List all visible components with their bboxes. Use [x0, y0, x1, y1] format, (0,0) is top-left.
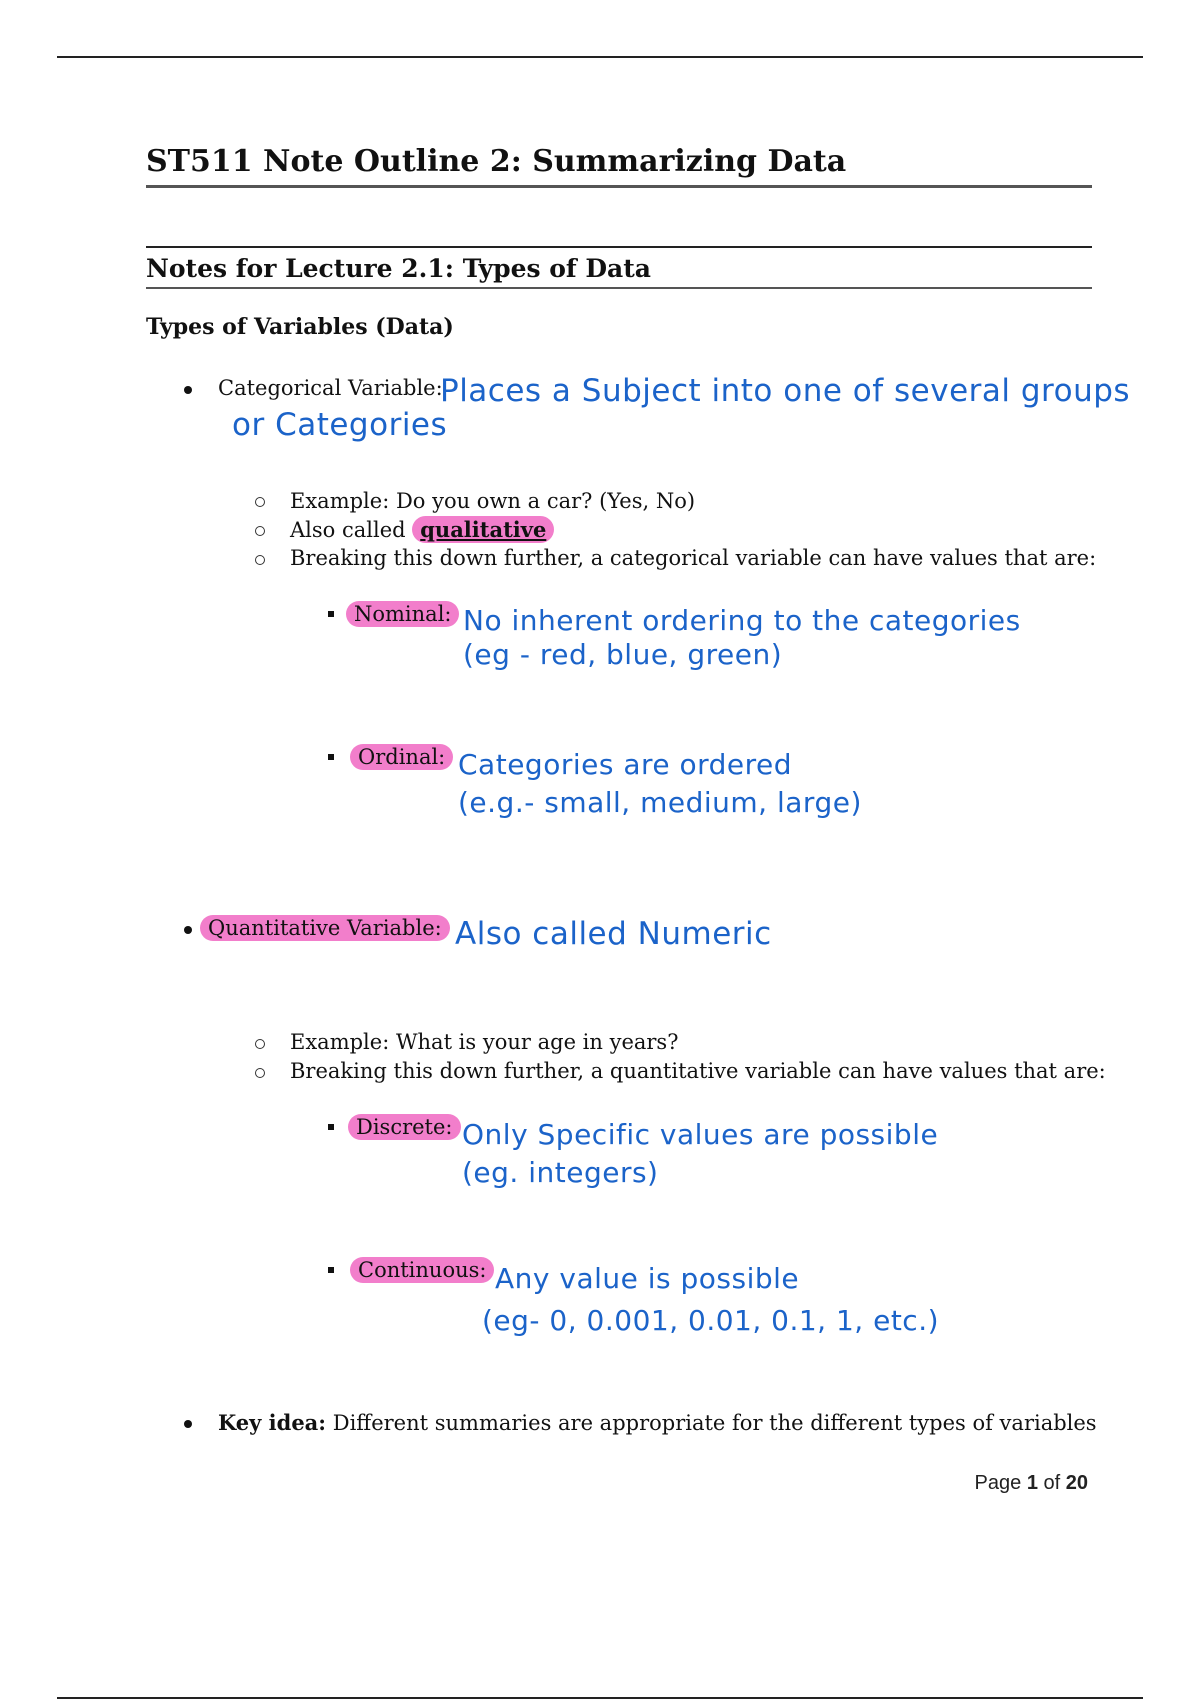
continuous-label — [350, 1258, 494, 1282]
key-idea-text: Different summaries are appropriate for the different types of variables — [332, 1411, 1097, 1435]
discrete-label — [348, 1115, 461, 1139]
of-word: of — [1043, 1472, 1061, 1494]
lecture-title: Notes for Lecture 2.1: Types of Data — [146, 246, 1092, 289]
section-heading: Types of Variables (Data) — [146, 314, 454, 340]
quantitative-handwritten: Also called Numeric — [455, 916, 772, 952]
quantitative-breaking-down: Breaking this down further, a quantitative variable can have values that are: — [290, 1059, 1106, 1083]
bullet-square-icon — [328, 1267, 334, 1273]
bullet-circle-icon — [255, 497, 265, 507]
bullet-circle-icon — [255, 555, 265, 565]
bullet-circle-icon — [255, 526, 265, 536]
quantitative-label — [200, 916, 450, 940]
ordinal-label-text: Ordinal: — [350, 744, 453, 770]
continuous-handwritten-line1: Any value is possible — [495, 1262, 800, 1295]
nominal-handwritten-line2: (eg - red, blue, green) — [463, 638, 783, 671]
bottom-rule — [57, 1697, 1143, 1699]
ordinal-handwritten-line1: Categories are ordered — [458, 748, 793, 781]
categorical-breaking-down: Breaking this down further, a categorical variable can have values that are: — [290, 546, 1097, 570]
categorical-label: Categorical Variable: — [218, 376, 443, 400]
bullet-circle-icon — [255, 1039, 265, 1049]
page-number — [975, 1472, 1088, 1495]
discrete-label-text: Discrete: — [348, 1114, 461, 1140]
nominal-handwritten-line1: No inherent ordering to the categories — [463, 604, 1021, 637]
key-idea-label: Key idea: — [218, 1410, 327, 1435]
bullet-dot-icon — [184, 386, 192, 394]
quantitative-label-text: Quantitative Variable: — [200, 915, 450, 941]
page-total: 20 — [1065, 1472, 1088, 1494]
top-rule — [57, 56, 1143, 58]
qualitative-term: qualitative — [412, 516, 554, 543]
discrete-handwritten-line2: (eg. integers) — [462, 1156, 659, 1189]
continuous-handwritten-line2: (eg- 0, 0.001, 0.01, 0.1, 1, etc.) — [482, 1304, 940, 1337]
categorical-handwritten-line2: or Categories — [232, 407, 448, 443]
page-word: Page — [974, 1472, 1022, 1494]
bullet-square-icon — [328, 1124, 334, 1130]
ordinal-handwritten-line2: (e.g.- small, medium, large) — [458, 786, 862, 819]
bullet-dot-icon — [184, 926, 192, 934]
categorical-example: Example: Do you own a car? (Yes, No) — [290, 489, 696, 513]
continuous-label-text: Continuous: — [350, 1257, 494, 1283]
key-idea-line — [218, 1410, 1097, 1435]
nominal-label-text: Nominal: — [346, 601, 459, 627]
also-called-prefix: Also called — [290, 518, 406, 542]
quantitative-example: Example: What is your age in years? — [290, 1030, 679, 1054]
document-title: ST511 Note Outline 2: Summarizing Data — [146, 144, 1092, 188]
ordinal-label — [350, 745, 453, 769]
discrete-handwritten-line1: Only Specific values are possible — [462, 1118, 939, 1151]
bullet-dot-icon — [184, 1420, 192, 1428]
also-called-line — [290, 517, 554, 542]
nominal-label — [346, 602, 459, 626]
categorical-handwritten-line1: Places a Subject into one of several groups — [440, 373, 1131, 409]
bullet-circle-icon — [255, 1068, 265, 1078]
bullet-square-icon — [328, 754, 334, 760]
bullet-square-icon — [328, 611, 334, 617]
page-current: 1 — [1026, 1472, 1038, 1494]
